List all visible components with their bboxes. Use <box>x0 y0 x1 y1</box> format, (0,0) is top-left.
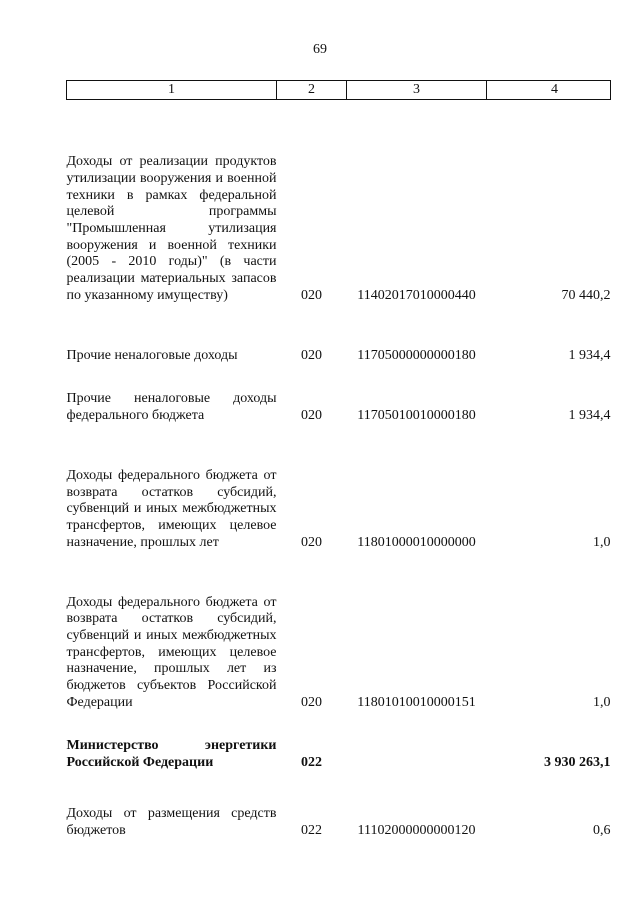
table-row <box>67 365 611 425</box>
budget-table <box>66 80 611 840</box>
row-description: Доходы от размещения средств бюджетов <box>66 806 277 838</box>
row-budget-code: 11705010010000180 <box>357 407 476 423</box>
column-header-2: 2 <box>277 81 347 100</box>
table-row <box>67 305 611 365</box>
row-admin-code: 020 <box>301 534 322 550</box>
column-header-4: 4 <box>487 81 611 100</box>
row-description: Прочие неналоговые доходы федерального бюджета <box>66 391 277 423</box>
page-number: 69 <box>313 42 327 57</box>
row-amount: 1,0 <box>593 694 611 710</box>
row-amount: 1 934,4 <box>568 347 611 363</box>
row-amount: 0,6 <box>593 822 611 838</box>
row-description: Доходы от реализации продуктов утилизации вооружения и военной техники в рамках федеральной целевой программы "Промышленная утилизация вооружения и военной техники (2005 - 2010 годы)" (в части реализации материальных запасов по указанному имуществу) <box>66 154 277 303</box>
column-header-3: 3 <box>347 81 487 100</box>
row-description: Прочие неналоговые доходы <box>66 347 238 363</box>
row-description: Доходы федерального бюджета от возврата остатков субсидий, субвенций и иных межбюджетных трансфертов, имеющих целевое назначение, прошлых лет <box>66 467 277 550</box>
row-admin-code: 022 <box>301 822 322 838</box>
table-row <box>67 425 611 552</box>
row-admin-code: 022 <box>301 754 322 770</box>
row-description: Министерство энергетики Российской Федерации <box>66 738 277 770</box>
row-budget-code: 11801000010000000 <box>357 534 476 550</box>
row-amount: 1,0 <box>593 534 611 550</box>
row-admin-code: 020 <box>301 347 322 363</box>
row-budget-code: 11801010010000151 <box>357 694 476 710</box>
row-admin-code: 020 <box>301 694 322 710</box>
row-budget-code: 11102000000000120 <box>357 822 476 838</box>
row-amount: 70 440,2 <box>561 287 611 303</box>
row-amount: 1 934,4 <box>568 407 611 423</box>
row-admin-code: 020 <box>301 407 322 423</box>
row-budget-code: 11402017010000440 <box>357 287 476 303</box>
row-budget-code <box>347 712 487 772</box>
row-amount: 3 930 263,1 <box>544 754 611 770</box>
table-row <box>67 552 611 712</box>
table-row-ministry <box>67 712 611 772</box>
row-admin-code: 020 <box>301 287 322 303</box>
row-description: Доходы федерального бюджета от возврата остатков субсидий, субвенций и иных межбюджетных трансфертов, имеющих целевое назначение, прошлых лет из бюджетов субъектов Российской Федерации <box>66 594 277 710</box>
row-budget-code: 11705000000000180 <box>357 347 476 363</box>
table-header-row <box>67 81 611 100</box>
table-row <box>67 100 611 305</box>
table-row <box>67 772 611 840</box>
column-header-1: 1 <box>67 81 277 100</box>
